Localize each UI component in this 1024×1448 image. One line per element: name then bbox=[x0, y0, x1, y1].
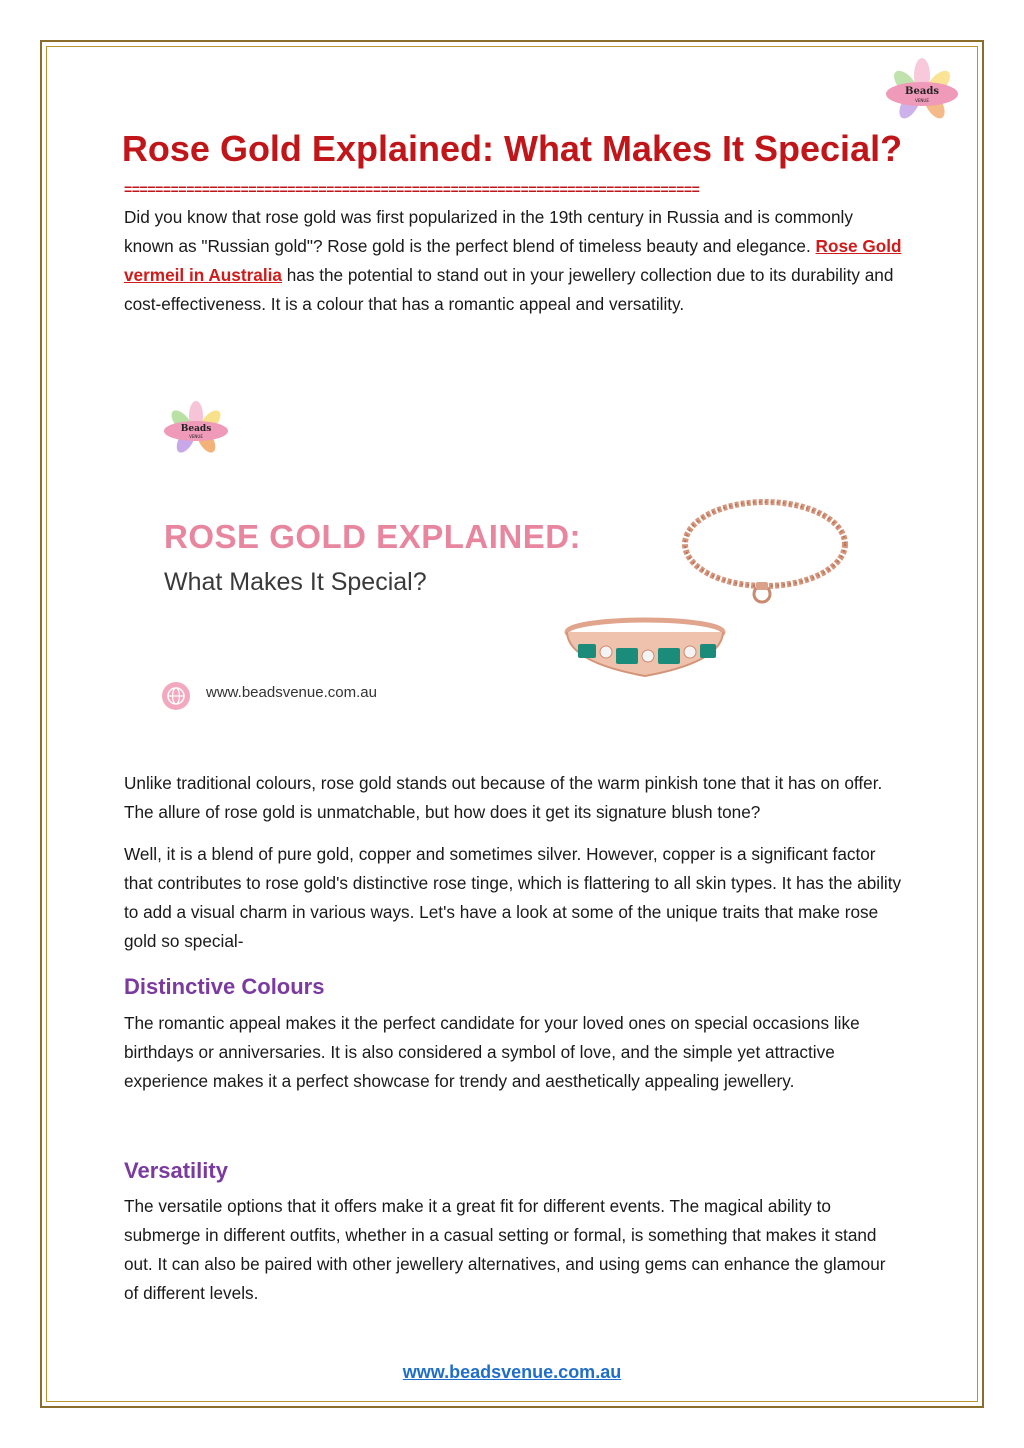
banner-subtitle: What Makes It Special? bbox=[164, 568, 427, 596]
intro-text-after: has the potential to stand out in your jewellery collection due to its durability and cost-effectiveness. It is a colour that has a romantic appeal and versatility. bbox=[124, 265, 894, 314]
banner-logo-sub: VENUE bbox=[189, 434, 203, 439]
heading-versatility: Versatility bbox=[124, 1158, 228, 1183]
paragraph-warm-tone: Unlike traditional colours, rose gold stands out because of the warm pinkish tone that it has on offer. The allure of rose gold is unmatchable, but how does it get its signature blush tone? bbox=[124, 773, 883, 822]
paragraph-versatility: The versatile options that it offers make it a great fit for different events. The magical ability to submerge in different outfits, whether in a casual setting or formal, is something that makes it stand out. It can also be paired with other jewellery alternatives, and using gems can enhance the glamour of different levels. bbox=[124, 1196, 886, 1303]
title-separator: ========================================================================== bbox=[124, 181, 700, 197]
banner-logo-text: Beads bbox=[180, 424, 212, 434]
paragraph-blend: Well, it is a blend of pure gold, copper and sometimes silver. However, copper is a significant factor that contributes to rose gold's distinctive rose tinge, which is flattering to all skin types. It has the ability to add a visual charm in various ways. Let's have a look at some of the unique traits that make rose gold so special- bbox=[124, 844, 902, 951]
logo-brand-sub: VENUE bbox=[915, 98, 929, 103]
globe-icon bbox=[162, 682, 190, 710]
page-title: Rose Gold Explained: What Makes It Special? bbox=[121, 128, 903, 169]
rose-gold-ring-image bbox=[560, 614, 730, 694]
intro-paragraph bbox=[124, 203, 904, 319]
banner-website-url: www.beadsvenue.com.au bbox=[206, 684, 377, 701]
banner-logo bbox=[160, 400, 232, 460]
intro-text-before: Did you know that rose gold was first popularized in the 19th century in Russia and is commonly known as "Russian gold"? Rose gold is the perfect blend of timeless beauty and elegance. bbox=[124, 207, 853, 256]
paragraph-distinctive-colours: The romantic appeal makes it the perfect candidate for your loved ones on special occasions like birthdays or anniversaries. It is also considered a symbol of love, and the simple yet attractive experience makes it a perfect showcase for trendy and aesthetically appealing jewellery. bbox=[124, 1013, 860, 1091]
footer-website-link[interactable]: www.beadsvenue.com.au bbox=[402, 1362, 622, 1382]
heading-distinctive-colours: Distinctive Colours bbox=[124, 974, 325, 999]
logo-brand-text: Beads bbox=[905, 86, 939, 97]
rose-gold-vermeil-link[interactable]: Rose Gold vermeil in Australia bbox=[124, 236, 902, 285]
banner-title: ROSE GOLD EXPLAINED: bbox=[164, 518, 582, 555]
rose-gold-bracelet-image bbox=[680, 494, 850, 614]
article-banner-image bbox=[150, 386, 874, 726]
beads-venue-logo bbox=[880, 56, 964, 128]
